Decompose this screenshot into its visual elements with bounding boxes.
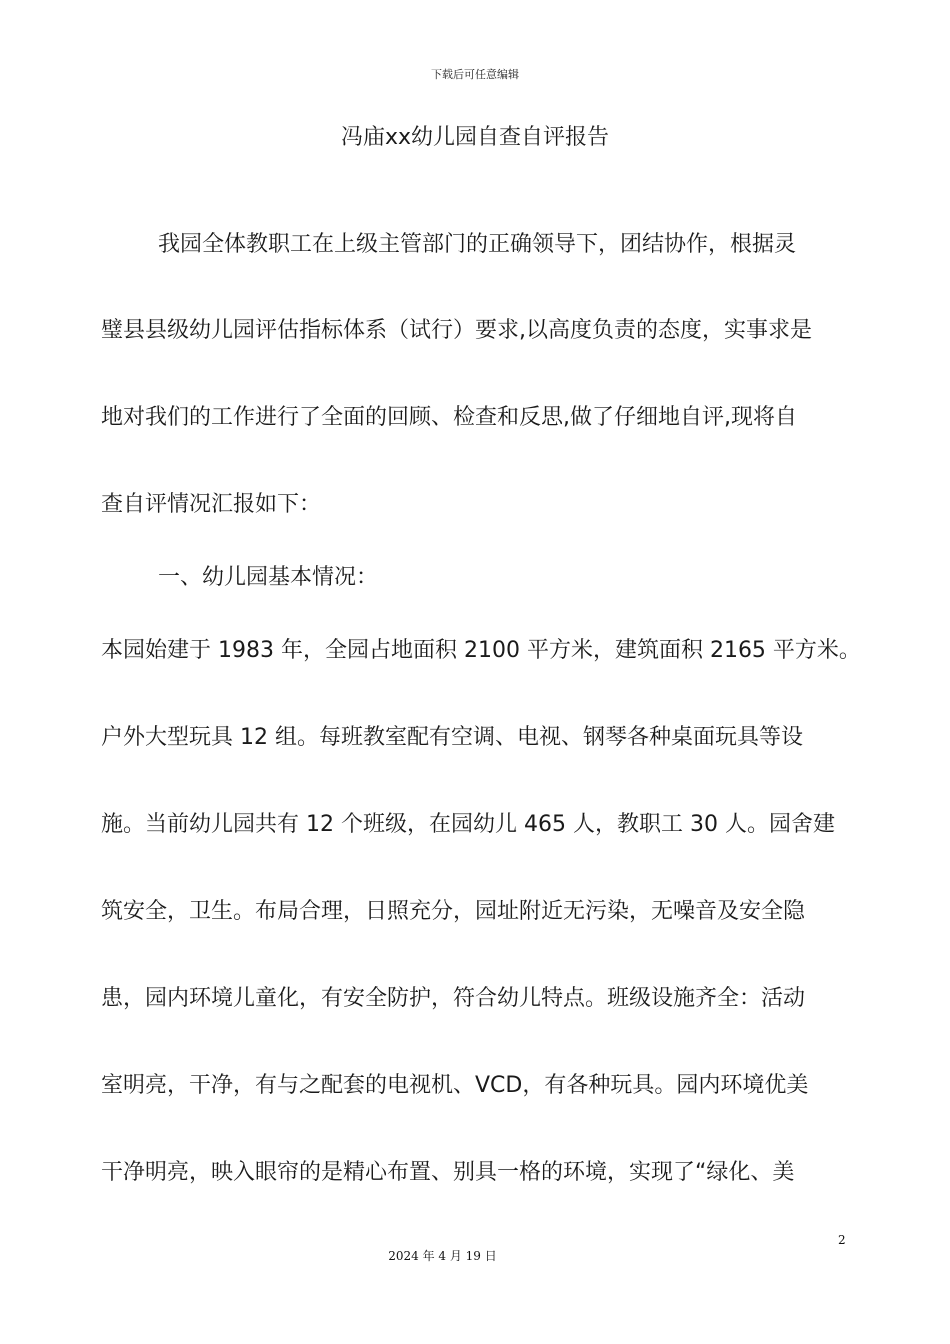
paragraph-line: 干净明亮，映入眼帘的是精心布置、别具一格的环境，实现了“绿化、美: [101, 1160, 795, 1185]
paragraph-line: 查自评情况汇报如下：: [101, 492, 322, 517]
paragraph-line: 地对我们的工作进行了全面的回顾、检查和反思,做了仔细地自评,现将自: [101, 405, 797, 430]
footer-date: 2024 年 4 月 19 日: [388, 1249, 497, 1263]
paragraph-line: 筑安全，卫生。布局合理，日照充分，园址附近无污染，无噪音及安全隐: [101, 899, 806, 924]
paragraph-line: 户外大型玩具 12 组。每班教室配有空调、电视、钢琴各种桌面玩具等设: [101, 725, 803, 750]
paragraph-line: 施。当前幼儿园共有 12 个班级，在园幼儿 465 人，教职工 30 人。园舍建: [101, 812, 835, 837]
page-number: 2: [838, 1233, 846, 1247]
paragraph-line: 本园始建于 1983 年，全园占地面积 2100 平方米，建筑面积 2165 平方米。: [101, 638, 861, 663]
paragraph-line: 我园全体教职工在上级主管部门的正确领导下，团结协作，根据灵: [158, 232, 797, 257]
paragraph-line: 室明亮，干净，有与之配套的电视机、VCD，有各种玩具。园内环境优美: [101, 1073, 809, 1098]
document-title: 冯庙xx幼儿园自查自评报告: [340, 125, 610, 150]
section-heading: 一、幼儿园基本情况：: [158, 565, 379, 590]
header-note: 下载后可任意编辑: [431, 68, 519, 81]
paragraph-line: 患，园内环境儿童化，有安全防护，符合幼儿特点。班级设施齐全：活动: [101, 986, 806, 1011]
paragraph-line: 璧县县级幼儿园评估指标体系（试行）要求,以高度负责的态度，实事求是: [101, 318, 812, 343]
